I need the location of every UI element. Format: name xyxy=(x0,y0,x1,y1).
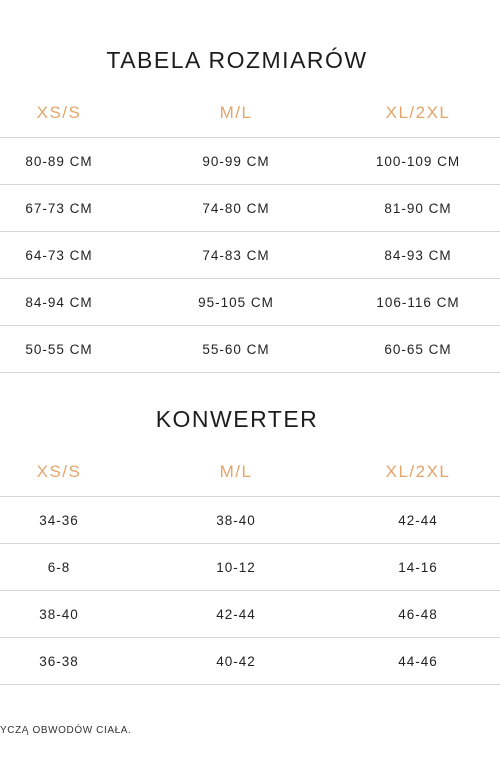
table-row xyxy=(0,232,500,279)
table-cell: 55-60 CM xyxy=(202,341,270,357)
converter-table-header-row xyxy=(0,457,500,497)
table-cell: 50-55 CM xyxy=(25,341,93,357)
table-cell: 60-65 CM xyxy=(384,341,452,357)
table-row xyxy=(0,138,500,185)
table-cell: 38-40 xyxy=(216,512,256,528)
table-cell: 74-83 CM xyxy=(202,247,270,263)
table-row xyxy=(0,185,500,232)
table-row xyxy=(0,638,500,685)
table-row xyxy=(0,279,500,326)
table-cell: 90-99 CM xyxy=(202,153,270,169)
table-cell: 95-105 CM xyxy=(198,294,274,310)
size-table-title: TABELA ROZMIARÓW xyxy=(106,47,368,73)
table-cell: 80-89 CM xyxy=(25,153,93,169)
table-cell: 81-90 CM xyxy=(384,200,452,216)
table-cell: 67-73 CM xyxy=(25,200,93,216)
header-cell-m-l: M/L xyxy=(219,462,253,481)
size-table xyxy=(0,98,500,373)
table-cell: 74-80 CM xyxy=(202,200,270,216)
table-row xyxy=(0,591,500,638)
table-cell: 46-48 xyxy=(398,606,438,622)
table-cell: 44-46 xyxy=(398,653,438,669)
footnote: YCZĄ OBWODÓW CIAŁA. xyxy=(0,725,132,736)
header-cell-m-l: M/L xyxy=(219,103,253,122)
header-cell-xs-s: XS/S xyxy=(36,103,82,122)
table-cell: 34-36 xyxy=(39,512,79,528)
table-cell: 100-109 CM xyxy=(375,153,461,169)
table-cell: 36-38 xyxy=(39,653,79,669)
table-cell: 6-8 xyxy=(47,559,71,575)
table-cell: 42-44 xyxy=(216,606,256,622)
converter-title: KONWERTER xyxy=(155,406,319,432)
header-cell-xl-2xl: XL/2XL xyxy=(385,462,451,481)
table-cell: 84-94 CM xyxy=(25,294,93,310)
table-cell: 14-16 xyxy=(398,559,438,575)
header-cell-xs-s: XS/S xyxy=(36,462,82,481)
table-cell: 64-73 CM xyxy=(25,247,93,263)
table-cell: 38-40 xyxy=(39,606,79,622)
size-table-header-row xyxy=(0,98,500,138)
table-cell: 84-93 CM xyxy=(384,247,452,263)
converter-table xyxy=(0,457,500,685)
table-row xyxy=(0,497,500,544)
table-cell: 10-12 xyxy=(216,559,256,575)
table-row xyxy=(0,326,500,373)
table-cell: 40-42 xyxy=(216,653,256,669)
header-cell-xl-2xl: XL/2XL xyxy=(385,103,451,122)
table-cell: 106-116 CM xyxy=(376,294,460,310)
table-row xyxy=(0,544,500,591)
table-cell: 42-44 xyxy=(398,512,438,528)
